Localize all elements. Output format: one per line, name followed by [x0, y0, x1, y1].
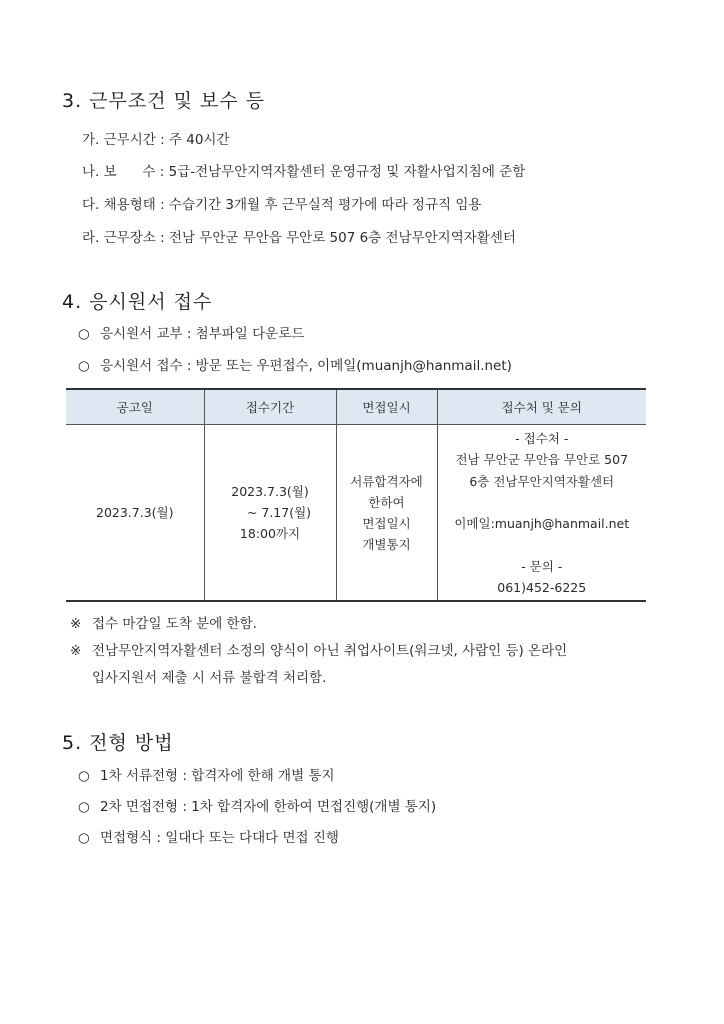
- contact-cell: [437, 425, 646, 602]
- application-submission-text: 응시원서 접수 : 방문 또는 우편접수, 이메일(muanjh@hanmail.net): [100, 358, 512, 374]
- circle-bullet-icon: ○: [78, 799, 90, 815]
- reference-mark-icon: ※: [70, 643, 82, 659]
- inquiry-label: - 문의 -: [521, 558, 563, 574]
- circle-bullet-icon: ○: [78, 768, 90, 784]
- period-cell: [204, 425, 336, 602]
- section-3-heading: 3. 근무조건 및 보수 등: [62, 90, 266, 112]
- table-row: [66, 425, 646, 602]
- note-online-application: [70, 639, 567, 659]
- circle-bullet-icon: ○: [78, 326, 90, 342]
- circle-bullet-icon: ○: [78, 830, 90, 846]
- note-online-text: 전남무안지역자활센터 소정의 양식이 아닌 취업사이트(워크넷, 사람인 등) 온라인: [92, 643, 568, 659]
- header-interview: 면접일시: [336, 389, 437, 425]
- interview-line-2: 한하여: [368, 494, 405, 510]
- header-period: 접수기간: [204, 389, 336, 425]
- contact-address-2: 6층 전남무안지역자활센터: [469, 473, 615, 489]
- table-header-row: [66, 389, 646, 425]
- section-5-heading: 5. 전형 방법: [62, 732, 174, 754]
- contact-spacer: [439, 535, 646, 556]
- announce-date-cell: 2023.7.3(월): [66, 425, 204, 602]
- salary-item: 나. 보 수 : 5급-전남무안지역자활센터 운영규정 및 자활사업지침에 준함: [82, 164, 526, 180]
- note-online-continuation: 입사지원서 제출 시 서류 불합격 처리함.: [92, 670, 327, 686]
- interview-line-4: 개별통지: [362, 536, 411, 552]
- note-deadline-text: 접수 마감일 도착 분에 한함.: [92, 616, 257, 632]
- circle-bullet-icon: ○: [78, 358, 90, 374]
- application-distribution-item: [78, 322, 304, 342]
- application-schedule-table: [66, 388, 646, 602]
- contact-address-1: 전남 무안군 무안읍 무안로 507: [455, 452, 629, 467]
- reference-mark-icon: ※: [70, 616, 82, 632]
- document-screening-text: 1차 서류전형 : 합격자에 한해 개별 통지: [100, 768, 335, 784]
- contact-label: - 접수처 -: [515, 430, 569, 446]
- header-contact: 접수처 및 문의: [437, 389, 646, 425]
- note-deadline: [70, 612, 257, 632]
- interview-line-3: 면접일시: [362, 515, 411, 531]
- interview-screening-text: 2차 면접전형 : 1차 합격자에 한하여 면접진행(개별 통지): [100, 799, 437, 815]
- header-announce-date: 공고일: [66, 389, 204, 425]
- period-start: 2023.7.3(월): [231, 484, 309, 499]
- period-deadline: 18:00까지: [239, 526, 301, 541]
- application-submission-item: [78, 354, 512, 374]
- contact-spacer: [439, 492, 646, 513]
- interview-line-1: 서류합격자에: [350, 473, 423, 489]
- work-hours-item: 가. 근무시간 : 주 40시간: [82, 132, 230, 148]
- period-end: ~ 7.17(월): [246, 505, 312, 520]
- interview-screening-item: [78, 795, 436, 815]
- section-4-heading: 4. 응시원서 접수: [62, 291, 213, 313]
- interview-format-text: 면접형식 : 일대다 또는 다대다 면접 진행: [100, 830, 339, 846]
- interview-format-item: [78, 826, 339, 846]
- inquiry-phone: 061)452-6225: [497, 580, 587, 595]
- interview-cell: [336, 425, 437, 602]
- document-screening-item: [78, 764, 335, 784]
- workplace-item: 라. 근무장소 : 전남 무안군 무안읍 무안로 507 6층 전남무안지역자활센터: [82, 230, 516, 246]
- contact-email: 이메일:muanjh@hanmail.net: [454, 516, 630, 531]
- application-distribution-text: 응시원서 교부 : 첨부파일 다운로드: [100, 326, 305, 342]
- employment-type-item: 다. 채용형태 : 수습기간 3개월 후 근무실적 평가에 따라 정규직 임용: [82, 197, 482, 213]
